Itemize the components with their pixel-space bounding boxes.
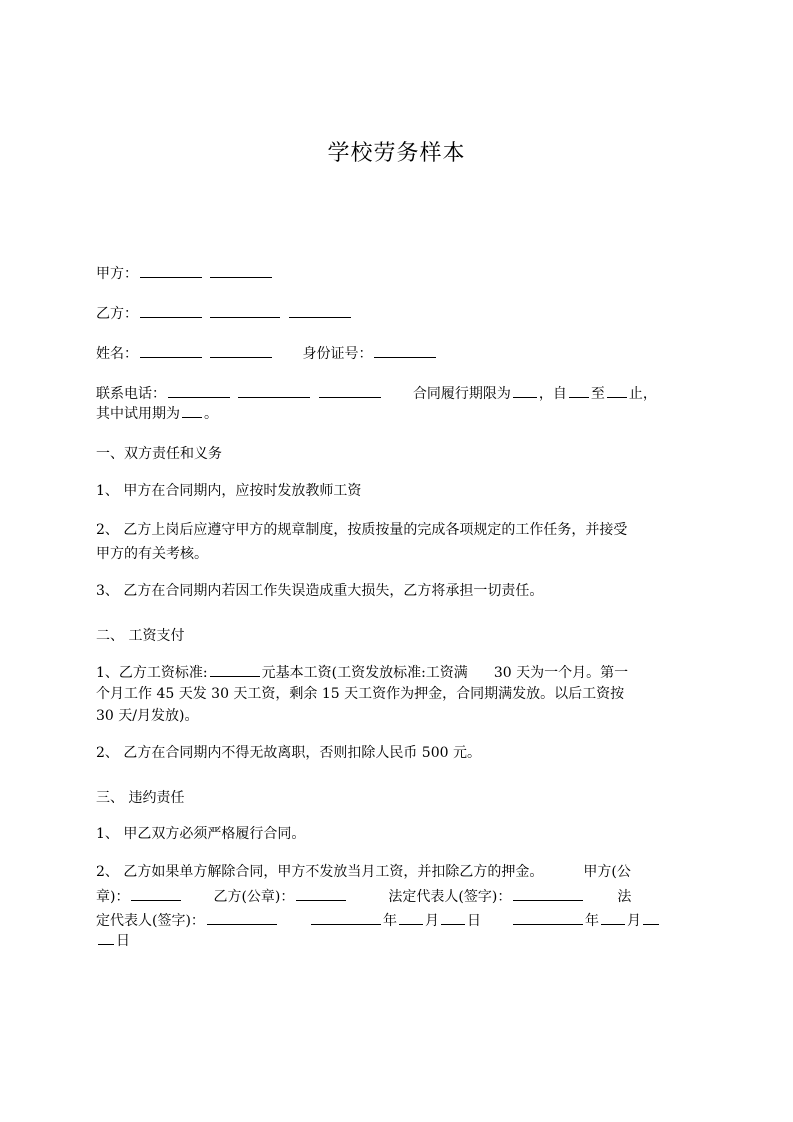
page-title: 学校劳务样本 xyxy=(327,141,466,166)
section-3-item-2-line-2 xyxy=(96,886,631,907)
date-a-month-blank[interactable] xyxy=(399,910,423,925)
date-b-month-label: 月 xyxy=(626,913,641,929)
wage-blank[interactable] xyxy=(210,662,260,677)
date-a-year-label: 年 xyxy=(382,913,397,929)
trial-blank[interactable] xyxy=(182,403,202,418)
date-b-year-blank[interactable] xyxy=(513,910,583,925)
phone-blank-2[interactable] xyxy=(238,383,310,398)
party-a-blank-1[interactable] xyxy=(140,263,202,278)
trial-line xyxy=(96,403,218,424)
term-from: ，自 xyxy=(538,386,567,402)
date-b-day-blank-a[interactable] xyxy=(643,910,659,925)
date-a-day-blank[interactable] xyxy=(441,910,465,925)
phone-term-line xyxy=(96,383,657,404)
rep-sign-label-2a: 法 xyxy=(617,889,632,905)
trial-end: 。 xyxy=(204,406,218,422)
section-1-item-1: 1、 甲方在合同期内，应按时发放教师工资 xyxy=(96,483,362,499)
term-blank[interactable] xyxy=(513,383,537,398)
section-3-item-1: 1、 甲乙双方必须严格履行合同。 xyxy=(96,826,306,842)
phone-blank-3[interactable] xyxy=(319,383,381,398)
section-3-item-2-line-3 xyxy=(96,910,661,931)
section-1-title: 一、双方责任和义务 xyxy=(96,446,222,462)
section-3-item-2-line-1 xyxy=(96,862,631,882)
id-blank[interactable] xyxy=(374,343,436,358)
rep-sign-blank[interactable] xyxy=(513,886,583,901)
date-b-day-label: 日 xyxy=(116,933,130,949)
section-1-item-2-line-1: 2、 乙方上岗后应遵守甲方的规章制度，按质按量的完成各项规定的工作任务，并接受 xyxy=(96,522,628,538)
rep-sign-label: 法定代表人(签字)： xyxy=(388,889,512,905)
term-from-blank[interactable] xyxy=(569,383,589,398)
party-b-label: 乙方： xyxy=(96,306,138,322)
section-2-item-1-line-1 xyxy=(96,662,628,683)
wage-standard-end: 30 天为一个月。第一 xyxy=(493,665,629,681)
section-1-item-3: 3、 乙方在合同期内若因工作失误造成重大损失，乙方将承担一切责任。 xyxy=(96,583,544,599)
term-prefix: 合同履行期限为 xyxy=(412,386,511,402)
term-to-blank[interactable] xyxy=(607,383,627,398)
wage-standard-label: 1、乙方工资标准: xyxy=(96,665,208,681)
party-b-line xyxy=(96,303,353,324)
rep-sign-label-2b: 定代表人(签字)： xyxy=(96,913,205,929)
name-line xyxy=(96,343,438,364)
party-b-blank-1[interactable] xyxy=(140,303,202,318)
section-3-item-2-line-4 xyxy=(96,930,130,951)
party-a-seal-blank[interactable] xyxy=(131,886,181,901)
trial-prefix: 其中试用期为 xyxy=(96,406,180,422)
term-to: 至 xyxy=(590,386,605,402)
name-blank-1[interactable] xyxy=(140,343,202,358)
name-blank-2[interactable] xyxy=(210,343,272,358)
section-2-item-2: 2、 乙方在合同期内不得无故离职，否则扣除人民币 500 元。 xyxy=(96,745,481,761)
name-label: 姓名： xyxy=(96,346,138,362)
term-end: 止， xyxy=(628,386,657,402)
date-a-year-blank[interactable] xyxy=(311,910,381,925)
id-label: 身份证号： xyxy=(302,346,373,362)
section-3-item-2-text: 2、 乙方如果单方解除合同，甲方不发放当月工资，并扣除乙方的押金。 xyxy=(96,864,544,880)
party-a-label: 甲方： xyxy=(96,266,138,282)
section-3-title: 三、 违约责任 xyxy=(96,790,185,806)
wage-standard-text: 元基本工资(工资发放标准:工资满 xyxy=(261,665,468,681)
party-b-blank-2[interactable] xyxy=(210,303,280,318)
party-b-blank-3[interactable] xyxy=(289,303,351,318)
party-b-seal-blank[interactable] xyxy=(296,886,346,901)
section-1-item-2-line-2: 甲方的有关考核。 xyxy=(96,546,208,562)
phone-label: 联系电话： xyxy=(96,386,166,402)
date-b-day-blank-b[interactable] xyxy=(98,930,114,945)
section-2-item-1-line-3: 30 天/月发放)。 xyxy=(96,708,199,724)
party-a-blank-2[interactable] xyxy=(210,263,272,278)
party-a-line xyxy=(96,263,274,284)
date-a-month-label: 月 xyxy=(424,913,439,929)
party-a-seal-label-2: 章)： xyxy=(96,889,130,905)
date-b-year-label: 年 xyxy=(584,913,599,929)
section-2-item-1-line-2: 个月工作 45 天发 30 天工资，剩余 15 天工资作为押金，合同期满发放。以后工资按 xyxy=(96,686,625,702)
rep-sign-blank-2[interactable] xyxy=(207,910,277,925)
date-b-month-blank[interactable] xyxy=(601,910,625,925)
section-2-title: 二、 工资支付 xyxy=(96,628,185,644)
party-b-seal-label: 乙方(公章)： xyxy=(213,889,295,905)
date-a-day-label: 日 xyxy=(466,913,481,929)
party-a-seal-label-1: 甲方(公 xyxy=(583,864,631,880)
phone-blank-1[interactable] xyxy=(168,383,230,398)
